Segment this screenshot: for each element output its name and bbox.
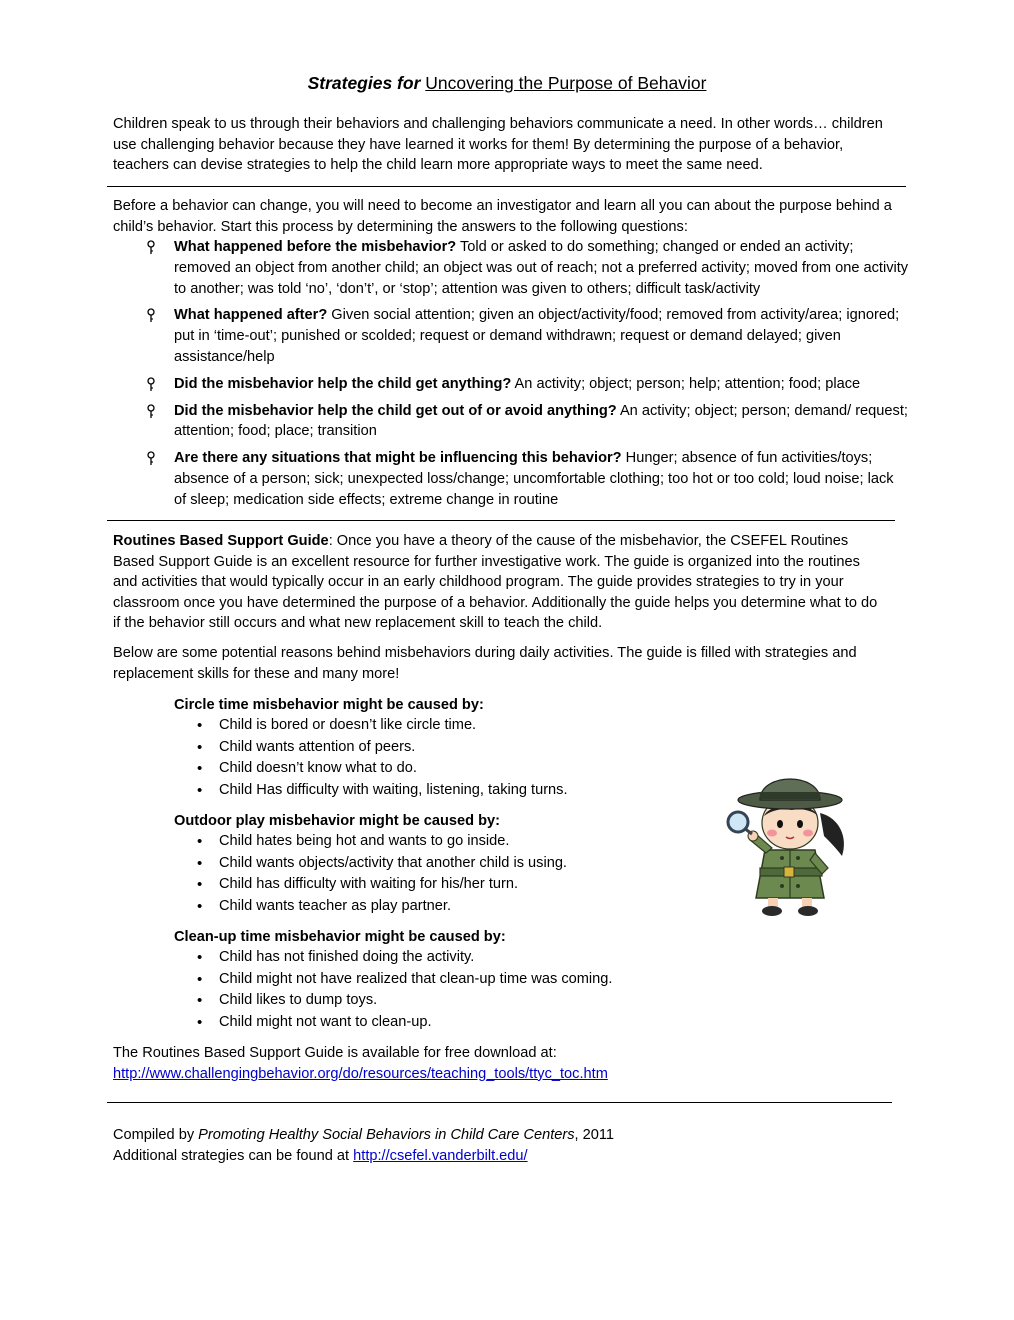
- outdoor-play-heading: Outdoor play misbehavior might be caused by:: [174, 813, 500, 829]
- footer: [113, 1125, 903, 1166]
- routines-text: : Once you have a theory of the cause of the misbehavior, the CSEFEL Routines Based Support Guide is an excellent resource for further investigative work. The guide is organized into the routines and activities that would typically occur in an early childhood program. The guide provides strategies to try in your classroom once you have determined the purpose of a behavior. Additionally the guide helps you determine what to do if the behavior still occurs and what new replacement skill to teach the child.: [113, 533, 878, 631]
- question-answer: Given social attention; given an object/activity/food; removed from activity/area; ignored; put in ‘time-out’; punished or scolded; request or demand withdrawn; request or demand delayed; given assistance/help: [174, 307, 900, 365]
- magnifier-bullet-icon: [146, 404, 156, 420]
- list-item: • Child wants objects/activity that another child is using.: [219, 853, 567, 875]
- download-link[interactable]: http://www.challengingbehavior.org/do/resources/teaching_tools/ttyc_toc.htm: [113, 1065, 608, 1082]
- compiled-line: [113, 1125, 903, 1146]
- divider: [107, 1102, 892, 1103]
- question-answer: Told or asked to do something; changed or ended an activity; removed an object from another child; an object was out of reach; not a preferred activity; moved from one activity to another; was told ‘no’, ‘don’t’, or ‘stop’; attention was given to others; difficult task/activity: [174, 239, 909, 297]
- additional-line: [113, 1146, 903, 1167]
- below-paragraph: Below are some potential reasons behind misbehaviors during daily activities. The guide is filled with strategies and replacement skills for these and many more!: [113, 645, 857, 682]
- list-item: • Child might not want to clean-up.: [219, 1012, 612, 1034]
- question-item: [174, 305, 909, 367]
- list-item: • Child doesn’t know what to do.: [219, 758, 568, 780]
- compiled-prefix: Compiled by: [113, 1127, 199, 1143]
- magnifier-bullet-icon: [146, 451, 156, 467]
- page-title: [0, 73, 1014, 94]
- list-item: • Child is bored or doesn’t like circle time.: [219, 715, 568, 737]
- compiled-year: , 2011: [574, 1127, 615, 1143]
- circle-time-list: [219, 715, 568, 801]
- list-item: • Child likes to dump toys.: [219, 990, 612, 1012]
- question-answer: Hunger; absence of fun activities/toys; absence of a person; sick; unexpected loss/change; uncomfortable clothing; too hot or too cold; loud noise; lack of sleep; medication side effects; extreme change in routine: [174, 450, 894, 508]
- routines-paragraph: [113, 531, 888, 634]
- magnifier-bullet-icon: [146, 308, 156, 324]
- list-item: • Child has not finished doing the activity.: [219, 947, 612, 969]
- investigator-paragraph: Before a behavior can change, you will need to become an investigator and learn all you can about the purpose behind a child’s behavior. Start this process by determining the answers to the following questions:: [113, 198, 892, 235]
- magnifier-bullet-icon: [146, 377, 156, 393]
- list-item: • Child has difficulty with waiting for his/her turn.: [219, 874, 567, 896]
- cleanup-heading: Clean-up time misbehavior might be caused by:: [174, 929, 506, 945]
- circle-time-heading: Circle time misbehavior might be caused by:: [174, 697, 484, 713]
- title-underlined: Uncovering the Purpose of Behavior: [425, 73, 707, 93]
- question-answer: An activity; object; person; demand/ request; attention; food; place; transition: [174, 402, 908, 440]
- list-item: • Child Has difficulty with waiting, listening, taking turns.: [219, 780, 568, 802]
- routines-heading: Routines Based Support Guide: [113, 533, 329, 549]
- list-item: • Child wants attention of peers.: [219, 737, 568, 759]
- question-list: [174, 237, 909, 511]
- question-text: What happened after?: [174, 307, 328, 324]
- divider: [107, 520, 895, 521]
- csefel-link[interactable]: http://csefel.vanderbilt.edu/: [353, 1147, 528, 1164]
- question-item: [174, 237, 909, 299]
- additional-prefix: Additional strategies can be found at: [113, 1147, 354, 1164]
- question-item: [174, 374, 909, 395]
- divider: [107, 186, 906, 187]
- question-text: Did the misbehavior help the child get out of or avoid anything?: [174, 402, 617, 419]
- detective-girl-illustration: [720, 758, 860, 918]
- question-answer: An activity; object; person; help; attention; food; place: [511, 375, 861, 392]
- question-text: Are there any situations that might be influencing this behavior?: [174, 450, 622, 467]
- magnifier-bullet-icon: [146, 240, 156, 256]
- compiled-source: Promoting Healthy Social Behaviors in Child Care Centers: [198, 1127, 575, 1143]
- list-item: • Child wants teacher as play partner.: [219, 896, 567, 918]
- list-item: • Child hates being hot and wants to go inside.: [219, 831, 567, 853]
- title-italic: Strategies for: [307, 73, 421, 93]
- question-item: [174, 448, 909, 510]
- question-text: What happened before the misbehavior?: [174, 239, 457, 255]
- download-paragraph: [113, 1043, 903, 1084]
- question-item: [174, 401, 909, 443]
- download-text: The Routines Based Support Guide is available for free download at:: [113, 1045, 557, 1061]
- cleanup-list: [219, 947, 612, 1033]
- outdoor-play-list: [219, 831, 567, 917]
- question-text: Did the misbehavior help the child get anything?: [174, 375, 512, 392]
- intro-paragraph: Children speak to us through their behaviors and challenging behaviors communicate a need. In other words… children use challenging behavior because they have learned it works for them! By determining the purpose of a behavior, teachers can devise strategies to help the child learn more appropriate ways to meet the same need.: [113, 116, 883, 173]
- list-item: • Child might not have realized that clean-up time was coming.: [219, 969, 612, 991]
